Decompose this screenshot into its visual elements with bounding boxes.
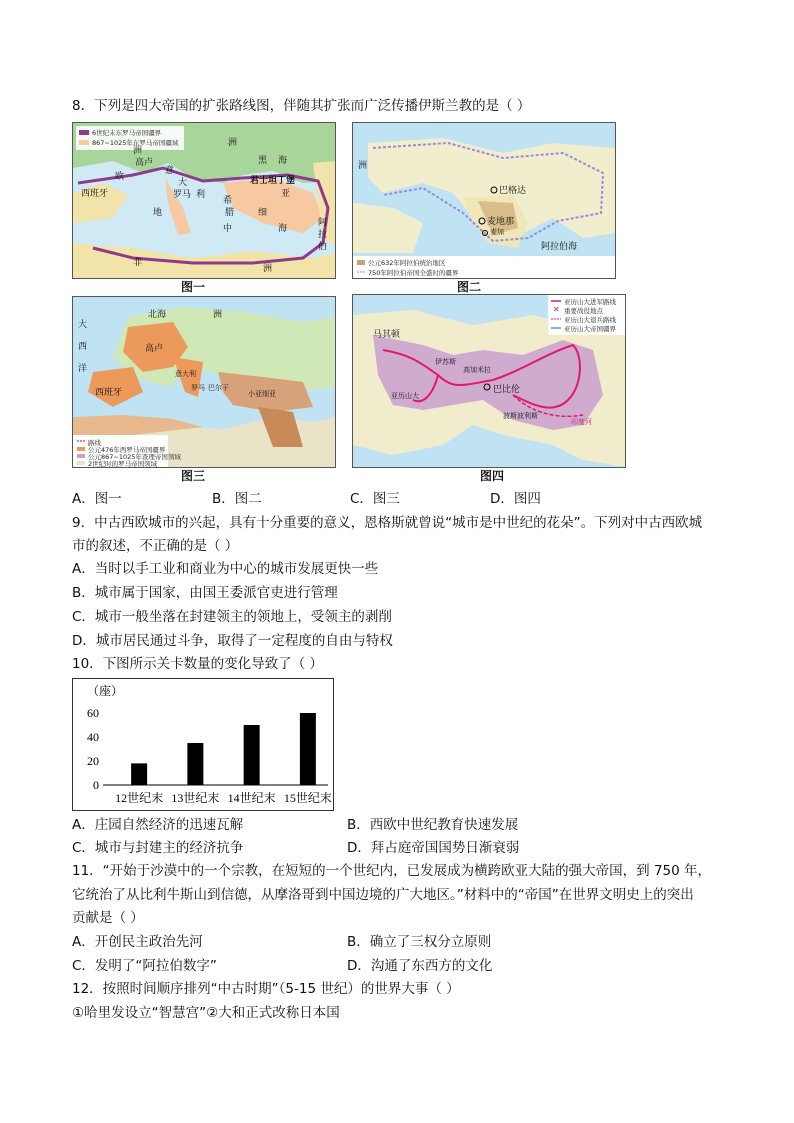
map-3-caption: 图三	[181, 469, 206, 483]
map-3-label: 巴尔干	[208, 384, 229, 392]
q10-option-c[interactable]: C．城市与封建主的经济抗争	[72, 840, 244, 856]
q10-option-b[interactable]: B．西欧中世纪教育快速发展	[347, 817, 519, 833]
q8-stem: 8．下列是四大帝国的扩张路线图，伴随其扩张而广泛传播伊斯兰教的是（ ）	[72, 98, 531, 114]
map-3-label: 大	[78, 319, 88, 329]
q8-option-a[interactable]: A．图一	[72, 491, 122, 507]
q11-stem-line-3: 贡献是（ ）	[72, 910, 144, 926]
x-tick-label: 13世纪末	[171, 791, 220, 805]
y-tick-label: 20	[87, 754, 99, 768]
q11-option-a[interactable]: A．开创民主政治先河	[72, 934, 203, 950]
q9-option-b[interactable]: B．城市属于国家，由国王委派官吏进行管理	[72, 585, 338, 601]
map-1-label: 欧	[115, 171, 125, 181]
map-1-legend-1: 6世纪末东罗马帝国疆界	[92, 129, 162, 137]
map-3-legend-1: 路线	[88, 439, 101, 447]
map-4-label: 高加米拉	[463, 366, 491, 374]
q9-option-c[interactable]: C．城市一般坐落在封建领主的领地上，受领主的剥削	[72, 609, 392, 625]
map-2-legend-2: 750年阿拉伯帝国全盛时的疆界	[368, 269, 459, 277]
q9-option-d[interactable]: D．城市居民通过斗争，取得了一定程度的自由与特权	[72, 633, 393, 649]
map-4	[352, 294, 626, 468]
q8-option-b[interactable]: B．图二	[212, 491, 262, 507]
map-3-legend-3: 公元867~1025年查理帝国领域	[88, 453, 181, 461]
bar	[244, 725, 260, 785]
map-1-label: 阿	[318, 217, 328, 227]
map-4-label: 波斯波利斯	[503, 412, 538, 420]
map-1-label: 海	[278, 223, 288, 233]
map-4-label: 伊苏斯	[435, 358, 456, 366]
map-3-label: 北海	[148, 309, 167, 319]
map-1-label: 地	[153, 207, 163, 217]
map-4-label-babylon: 巴比伦	[493, 384, 521, 394]
map-4-legend-2: 重要战役地点	[564, 307, 603, 315]
y-tick-label: 40	[87, 730, 99, 744]
bar-chart	[72, 678, 334, 811]
map-2-legend-1: 公元632年阿拉伯统治地区	[368, 259, 446, 267]
map-1-label: 利	[196, 189, 206, 199]
svg-text:✕: ✕	[553, 305, 560, 314]
map-2-label-medina: 麦地那	[487, 216, 515, 226]
bar	[131, 763, 147, 785]
q9-stem-line-1: 9．中古西欧城市的兴起，具有十分重要的意义，恩格斯就曾说“城市是中世纪的花朵”。下列对中古西欧城	[72, 515, 703, 531]
map-3-label: 西	[78, 341, 88, 351]
map-2-label-baghdad: 巴格达	[499, 185, 527, 195]
map-1-label: 伯	[318, 241, 328, 251]
map-4-label: 印度河	[571, 418, 592, 426]
map-2-label: 洲	[358, 160, 368, 170]
q10-option-d[interactable]: D．拜占庭帝国国势日渐衰弱	[347, 840, 520, 856]
y-axis-unit-label: （座）	[87, 684, 124, 698]
map-1-label: 洲	[228, 137, 238, 147]
map-1-label: 腊	[225, 207, 235, 217]
q12-stem: 12．按照时间顺序排列“中古时期”（5-15 世纪）的世界大事（ ）	[72, 981, 460, 997]
q10-stem: 10．下图所示关卡数量的变化导致了（ ）	[72, 656, 323, 672]
bar	[300, 713, 316, 785]
map-1-label: 亚	[281, 188, 291, 198]
bar	[187, 743, 203, 785]
map-1	[72, 122, 336, 279]
q9-stem-line-2: 市的叙述，不正确的是（ ）	[72, 538, 239, 554]
map-3-label: 洋	[78, 363, 88, 373]
q10-option-a[interactable]: A．庄园自然经济的迅速瓦解	[72, 817, 244, 833]
map-2-caption: 图二	[457, 280, 482, 294]
map-1-label: 黑	[258, 155, 268, 165]
bar-chart-svg	[73, 679, 333, 810]
map-4-legend-4: 亚历山大帝国疆界	[564, 325, 616, 333]
map-1-label: 大	[178, 177, 188, 187]
x-tick-label: 15世纪末	[283, 791, 332, 805]
map-3-label: 西班牙	[95, 387, 123, 397]
y-tick-label: 0	[93, 778, 99, 792]
map-4-label: 亚历山大	[391, 392, 419, 400]
map-3-label: 罗马	[191, 384, 205, 392]
map-1-label: 意	[165, 165, 175, 175]
map-1-label: 非	[133, 257, 143, 267]
q8-option-d[interactable]: D．图四	[490, 491, 541, 507]
y-tick-label: 60	[87, 706, 99, 720]
map-3	[72, 296, 336, 468]
map-1-legend-2: 867~1025年东罗马帝国疆域	[92, 139, 179, 147]
map-1-label: 细	[258, 207, 268, 217]
map-1-label: 洲	[263, 263, 273, 273]
map-3-label: 意大利	[175, 370, 196, 378]
map-3-legend-4: 2世纪时的罗马帝国领域	[88, 460, 158, 468]
map-1-caption: 图一	[181, 280, 206, 294]
map-1-label: 西班牙	[81, 188, 109, 198]
map-3-graphic	[73, 297, 335, 467]
q11-stem-line-1: 11．“开始于沙漠中的一个宗教，在短短的一个世纪内，已发展成为横跨欧亚大陆的强大帝国，到 750 年，	[72, 863, 712, 879]
map-2-graphic	[353, 123, 615, 278]
q12-events: ①哈里发设立“智慧宫”②大和正式改称日本国	[72, 1005, 340, 1021]
q9-option-a[interactable]: A．当时以手工业和商业为中心的城市发展更快一些	[72, 561, 379, 577]
map-4-caption: 图四	[480, 469, 505, 483]
map-1-label: 罗马	[173, 189, 192, 199]
map-1-label: 洲	[133, 145, 143, 155]
map-4-legend-3: 亚历山大退兵路线	[564, 316, 616, 324]
q11-option-c[interactable]: C．发明了“阿拉伯数字”	[72, 958, 217, 974]
x-tick-label: 12世纪末	[115, 791, 164, 805]
map-2	[352, 122, 616, 279]
map-1-label-constantinople: 君士坦丁堡	[250, 175, 296, 185]
map-1-label: 高卢	[135, 157, 154, 167]
map-1-label: 拉	[318, 229, 328, 239]
x-tick-label: 14世纪末	[227, 791, 276, 805]
map-1-label: 中	[223, 223, 233, 233]
q11-option-b[interactable]: B．确立了三权分立原则	[347, 934, 492, 950]
map-4-legend-1: 亚历山大进军路线	[564, 298, 616, 306]
map-1-label: 希	[223, 195, 233, 205]
q11-option-d[interactable]: D．沟通了东西方的文化	[347, 958, 493, 974]
map-2-label: 阿拉伯海	[541, 241, 578, 251]
map-3-label: 小亚细亚	[248, 390, 276, 398]
map-1-label: 海	[278, 155, 288, 165]
map-2-label-mecca: 麦加	[490, 228, 504, 236]
map-3-legend-2: 公元476年西罗马帝国疆界	[88, 446, 166, 454]
map-3-label: 高卢	[145, 343, 164, 353]
map-3-label: 洲	[213, 309, 223, 319]
q8-option-c[interactable]: C．图三	[350, 491, 400, 507]
q11-stem-line-2: 它统治了从比利牛斯山到信德，从摩洛哥到中国边境的广大地区。”材料中的“帝国”在世界文明史上的突出	[72, 887, 694, 903]
map-4-label: 马其顿	[373, 329, 401, 339]
